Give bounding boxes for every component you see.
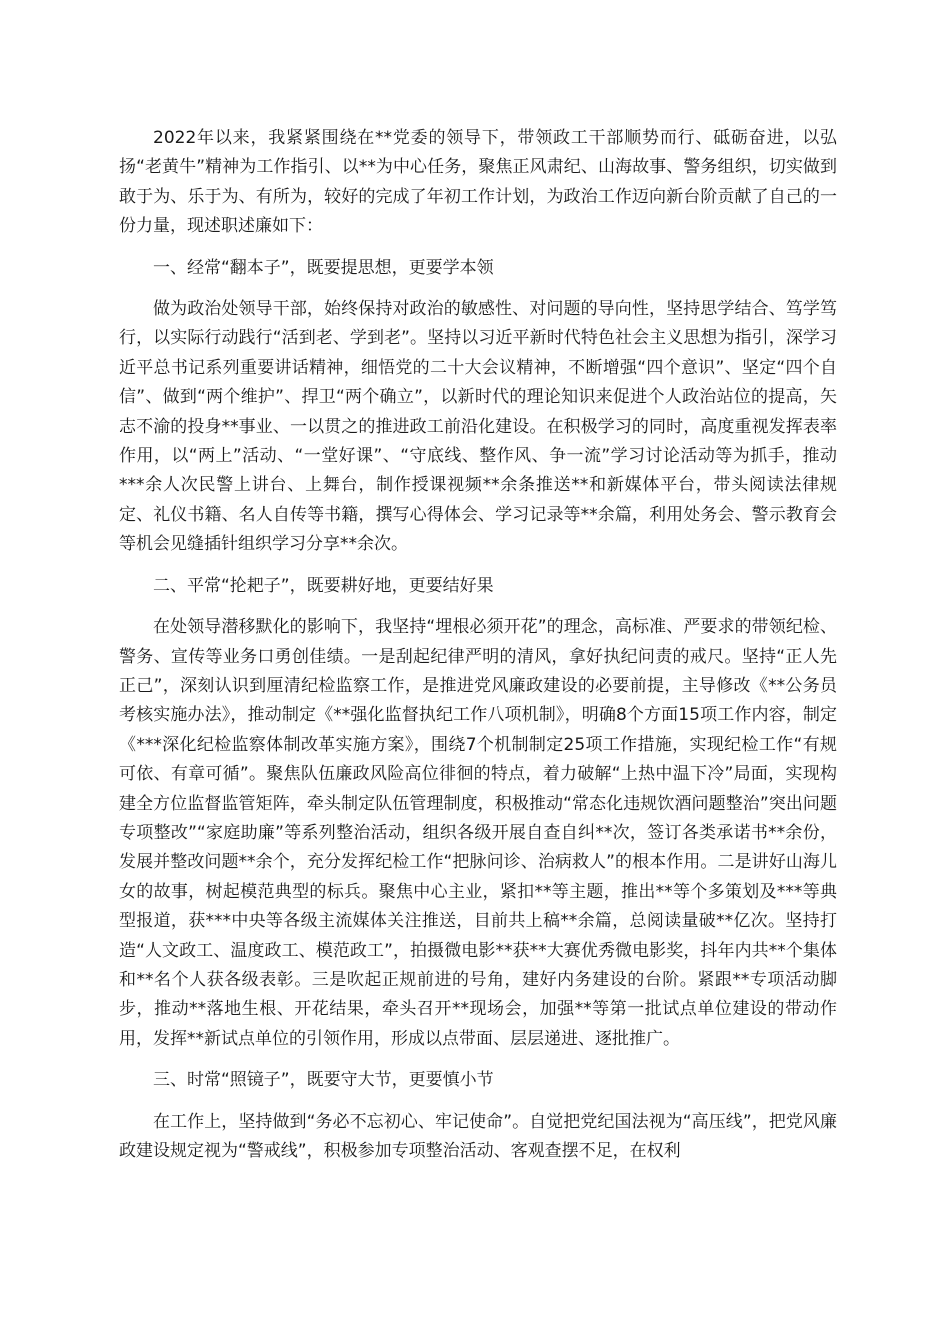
paragraph-spacer — [119, 560, 837, 572]
paragraph-spacer — [119, 601, 837, 613]
section-heading-1: 一、经常“翻本子”，既要提思想，更要学本领 — [153, 257, 494, 278]
intro-paragraph: 2022年以来，我紧紧围绕在**党委的领导下，带领政工干部顺势而行、砥砺奋进，以弘扬“老黄牛”精神为工作指引、以**为中心任务，聚焦正风肃纪、山海故事、警务组织，切实做到敢于为、乐于为、有所为，较好的完成了年初工作计划，为政治工作迈向新台阶贡献了自己的一份力量，现述职述廉如下： — [119, 128, 837, 237]
paragraph-spacer — [119, 1054, 837, 1066]
section-2-paragraph: 在处领导潜移默化的影响下，我坚持“埋根必须开花”的理念，高标准、严要求的带领纪检、警务、宣传等业务口勇创佳绩。一是刮起纪律严明的清风，拿好执纪问责的戒尺。坚持“正人先正己”，深刻认识到厘清纪检监察工作，是推进党风廉政建设的必要前提，主导修改《**公务员考核实施办法》，推动制定《**强化监督执纪工作八项机制》，明确8个方面15项工作内容，制定《***深化纪检监察体制改革实施方案》，围绕7个机制制定25项工作措施，实现纪检工作“有规可依、有章可循”。聚焦队伍廉政风险高位徘徊的特点，着力破解“上热中温下冷”局面，实现构建全方位监督监管矩阵，牵头制定队伍管理制度，积极推动“常态化违规饮酒问题整治”突出问题专项整改”“家庭助廉”等系列整治活动，组织各级开展自查自纠**次，签订各类承诺书**余份，发展并整改问题**余个，充分发挥纪检工作“把脉问诊、治病救人”的根本作用。二是讲好山海儿女的故事，树起模范典型的标兵。聚焦中心主业，紧扣**等主题，推出**等个多策划及***等典型报道，获***中央等各级主流媒体关注推送，目前共上稿**余篇，总阅读量破**亿次。坚持打造“人文政工、温度政工、模范政工”，拍摄微电影**获**大赛优秀微电影奖，抖年内共**个集体和**名个人获各级表彰。三是吹起正规前进的号角，建好内务建设的台阶。紧跟**专项活动脚步，推动**落地生根、开花结果，牵头召开**现场会，加强**等第一批试点单位建设的带动作用，发挥**新试点单位的引领作用，形成以点带面、层层递进、逐批推广。 — [119, 617, 837, 1049]
section-heading-3: 三、时常“照镜子”，既要守大节，更要慎小节 — [153, 1070, 494, 1091]
document-body — [119, 124, 837, 1166]
paragraph-spacer — [119, 1096, 837, 1108]
paragraph-spacer — [119, 283, 837, 295]
section-3-paragraph: 在工作上，坚持做到“务必不忘初心、牢记使命”。自觉把党纪国法视为“高压线”，把党风廉政建设规定视为“警戒线”，积极参加专项整治活动、客观查摆不足，在权利 — [119, 1111, 837, 1161]
section-1-paragraph: 做为政治处领导干部，始终保持对政治的敏感性、对问题的导向性，坚持思学结合、笃学笃行，以实际行动践行“活到老、学到老”。坚持以习近平新时代特色社会主义思想为指引，深学习近平总书记系列重要讲话精神，细悟党的二十大会议精神，不断增强“四个意识”、坚定“四个自信”、做到“两个维护”、捍卫“两个确立”，以新时代的理论知识来促进个人政治站位的提高，矢志不渝的投身**事业、一以贯之的推进政工前沿化建设。在积极学习的同时，高度重视发挥表率作用，以“两上”活动、“一堂好课”、“守底线、整作风、争一流”学习讨论活动等为抓手，推动***余人次民警上讲台、上舞台，制作授课视频**余条推送**和新媒体平台，带头阅读法律规定、礼仪书籍、名人自传等书籍，撰写心得体会、学习记录等**余篇，利用处务会、警示教育会等机会见缝插针组织学习分享**余次。 — [119, 299, 837, 555]
section-heading-2: 二、平常“抡耙子”，既要耕好地，更要结好果 — [153, 575, 494, 596]
paragraph-spacer — [119, 242, 837, 254]
